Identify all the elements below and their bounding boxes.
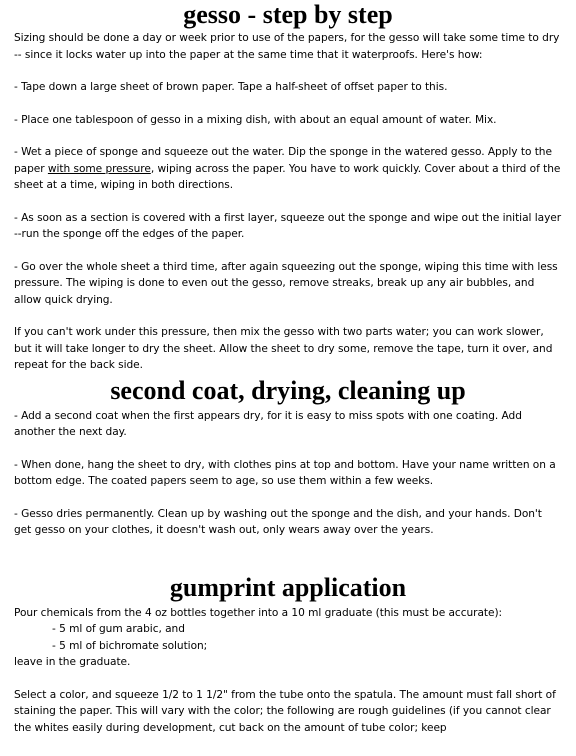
document-page: [14, 0, 562, 736]
paragraph-pour-chemicals: Pour chemicals from the 4 oz bottles together into a 10 ml graduate (this must be accurate):: [14, 606, 503, 619]
step-place-gesso: - Place one tablespoon of gesso in a mixing dish, with about an equal amount of water. Mix.: [14, 113, 497, 126]
step-hang-dry: - When done, hang the sheet to dry, with clothes pins at top and bottom. Have your name written on a bottom edge. The coated papers seem to age, so use them within a few weeks.: [14, 458, 556, 487]
step-tape-down: - Tape down a large sheet of brown paper. Tape a half-sheet of offset paper to this.: [14, 81, 448, 93]
heading-gesso-step-by-step: gesso - step by step: [183, 0, 393, 29]
list-item-gum-arabic: - 5 ml of gum arabic, and: [52, 623, 185, 635]
heading-second-coat: second coat, drying, cleaning up: [110, 375, 466, 405]
paragraph-pressure-alternative: If you can't work under this pressure, then mix the gesso with two parts water; you can work slower, but it will take longer to dry the sheet. Allow the sheet to dry some, remove the tape, turn it over, and repeat for the back side.: [14, 326, 553, 371]
paragraph-sizing-intro: Sizing should be done a day or week prior to use of the papers, for the gesso will take some time to dry -- since it locks water up into the paper at the same time that it waterproofs. Here's how:: [14, 32, 560, 61]
step-wet-sponge-underlined: with some pressure: [47, 162, 151, 175]
step-first-layer: - As soon as a section is covered with a first layer, squeeze out the sponge and wipe out the initial layer --run the sponge off the edges of the paper.: [14, 211, 562, 240]
step-second-coat: - Add a second coat when the first appears dry, for it is easy to miss spots with one coating. Add another the next day.: [14, 409, 522, 438]
step-clean-up: - Gesso dries permanently. Clean up by washing out the sponge and the dish, and your hands. Don't get gesso on your clothes, it doesn't wash out, only wears away over the years.: [14, 507, 542, 536]
paragraph-leave-in-graduate: leave in the graduate.: [14, 656, 131, 668]
paragraph-select-color: Select a color, and squeeze 1/2 to 1 1/2" from the tube onto the spatula. The amount must fall short of staining the paper. This will vary with the color; the following are rough guidelines (if you cannot clear the whites easily during development, cut back on the amount of tube color; keep: [14, 688, 556, 734]
step-wet-sponge-text-before: - Wet a piece of sponge and squeeze out the water. Dip the sponge in the watered gesso. Apply to the paper: [14, 146, 552, 175]
heading-gumprint-application: gumprint application: [169, 572, 407, 602]
step-wet-sponge-text-after: , wiping across the paper. You have to work quickly. Cover about a third of the sheet at a time, wiping in both directions.: [14, 162, 561, 191]
step-wet-sponge: [14, 144, 562, 194]
step-third-pass: - Go over the whole sheet a third time, after again squeezing out the sponge, wiping this time with less pressure. The wiping is done to even out the gesso, remove streaks, break up any air bubbles, and allow quick drying.: [14, 260, 558, 306]
list-item-bichromate: - 5 ml of bichromate solution;: [52, 639, 208, 652]
